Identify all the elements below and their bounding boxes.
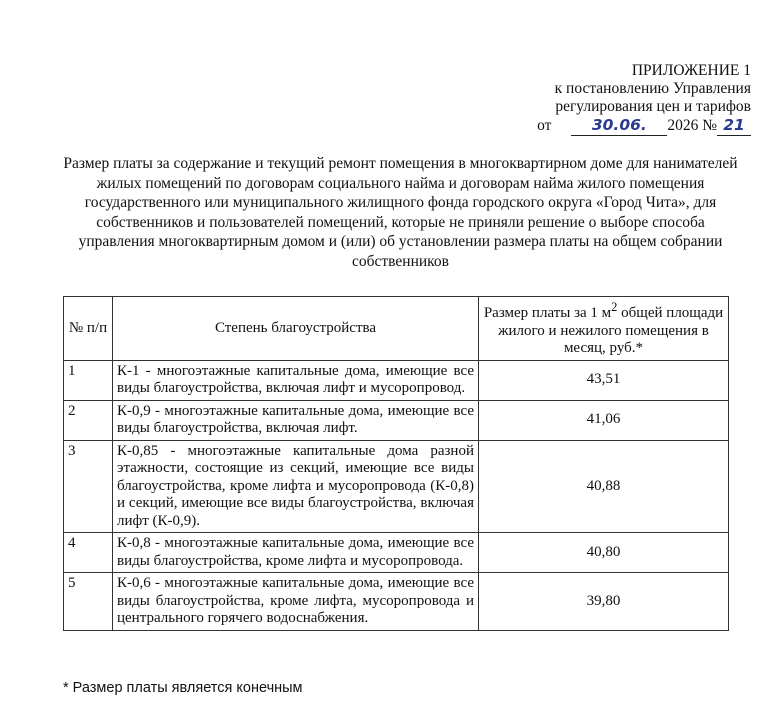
row-number: 1 bbox=[64, 360, 113, 400]
row-description: К-0,8 - многоэтажные капитальные дома, имеющие все виды благоустройства, кроме лифта и мусоропровода. bbox=[113, 533, 479, 573]
header-fee bbox=[479, 297, 729, 361]
row-description: К-0,6 - многоэтажные капитальные дома, имеющие все виды благоустройства, кроме лифта, мусоропровода и центрального горячего водоснабжения. bbox=[113, 573, 479, 631]
row-fee: 43,51 bbox=[479, 360, 729, 400]
table-row bbox=[64, 440, 729, 533]
handwritten-number: 21 bbox=[723, 116, 745, 134]
date-field bbox=[571, 116, 667, 136]
number-field bbox=[717, 116, 751, 136]
fee-table bbox=[63, 296, 729, 631]
table-row bbox=[64, 573, 729, 631]
date-prefix: от bbox=[537, 117, 552, 134]
row-number: 3 bbox=[64, 440, 113, 533]
appendix-decree: к постановлению Управления bbox=[554, 80, 751, 97]
header-level: Степень благоустройства bbox=[113, 297, 479, 361]
row-description: К-1 - многоэтажные капитальные дома, имеющие все виды благоустройства, включая лифт и мусоропровод. bbox=[113, 360, 479, 400]
row-number: 5 bbox=[64, 573, 113, 631]
header-number: № п/п bbox=[64, 297, 113, 361]
header-fee-superscript: 2 bbox=[611, 300, 618, 314]
row-fee: 40,80 bbox=[479, 533, 729, 573]
table-row bbox=[64, 533, 729, 573]
handwritten-date: 30.06. bbox=[591, 116, 647, 134]
footnote: * Размер платы является конечным bbox=[63, 680, 303, 696]
row-fee: 40,88 bbox=[479, 440, 729, 533]
row-number: 2 bbox=[64, 400, 113, 440]
table-row bbox=[64, 400, 729, 440]
row-fee: 39,80 bbox=[479, 573, 729, 631]
date-year: 2026 bbox=[667, 117, 699, 134]
document-title: Размер платы за содержание и текущий ремонт помещения в многоквартирном доме для нанимателей жилых помещений по договорам социального найма и договорам найма жилого помещения государственного или муниципального жилищного фонда городского округа «Город Чита», для собственников и пользователей помещений, которые не приняли решение о выборе способа управления многоквартирным домом и (или) об установлении размера платы на общем собрании собственников bbox=[63, 155, 738, 270]
header-fee-text-rest: общей площади жилого и нежилого помещения в месяц, руб.* bbox=[498, 305, 724, 356]
appendix-header bbox=[537, 62, 751, 136]
table-header-row bbox=[64, 297, 729, 361]
row-number: 4 bbox=[64, 533, 113, 573]
number-prefix: № bbox=[702, 117, 717, 134]
appendix-title: ПРИЛОЖЕНИЕ 1 bbox=[631, 62, 751, 79]
header-fee-text: Размер платы за 1 м bbox=[483, 305, 612, 321]
appendix-agency: регулирования цен и тарифов bbox=[555, 98, 751, 115]
row-fee: 41,06 bbox=[479, 400, 729, 440]
table-row bbox=[64, 360, 729, 400]
row-description: К-0,85 - многоэтажные капитальные дома разной этажности, состоящие из секций, имеющие все виды благоустройства, кроме лифта и мусоропровода (К-0,8) и секций, имеющие все виды благоустройства, включая лифт (К-0,9). bbox=[113, 440, 479, 533]
row-description: К-0,9 - многоэтажные капитальные дома, имеющие все виды благоустройства, включая лифт. bbox=[113, 400, 479, 440]
appendix-date-line bbox=[537, 116, 751, 136]
